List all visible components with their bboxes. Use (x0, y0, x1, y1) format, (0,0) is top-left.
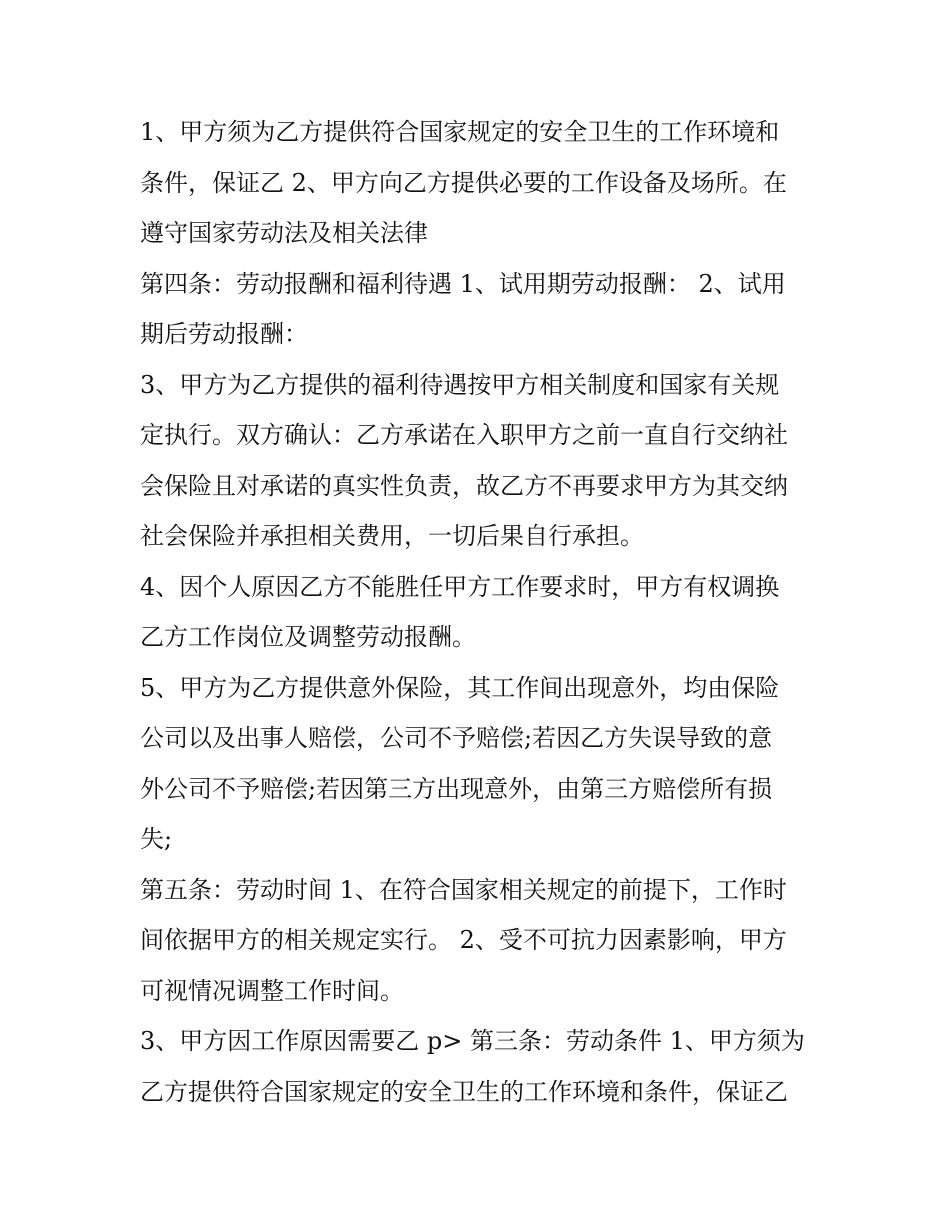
document-body (140, 107, 820, 1117)
paragraph-5: 5、甲方为乙方提供意外保险，其工作间出现意外，均由保险 公司以及出事人赔偿，公司不予赔偿;若因乙方失误导致的意 外公司不予赔偿;若因第三方出现意外，由第三方赔偿所有损 失; (140, 673, 780, 853)
paragraph-6: 第五条：劳动时间 1、在符合国家相关规定的前提下，工作时 间依据甲方的相关规定实行。 2、受不可抗力因素影响，甲方 可视情况调整工作时间。 (140, 875, 787, 1005)
paragraph-1: 1、甲方须为乙方提供符合国家规定的安全卫生的工作环境和 条件，保证乙 2、甲方向乙方提供必要的工作设备及场所。在 遵守国家劳动法及相关法律 (140, 118, 787, 247)
paragraph-2: 第四条：劳动报酬和福利待遇 1、试用期劳动报酬： 2、试用 期后劳动报酬： (140, 269, 786, 348)
paragraph-4: 4、因个人原因乙方不能胜任甲方工作要求时，甲方有权调换 乙方工作岗位及调整劳动报酬。 (140, 572, 780, 651)
paragraph-3: 3、甲方为乙方提供的福利待遇按甲方相关制度和国家有关规 定执行。双方确认：乙方承诺在入职甲方之前一直自行交纳社 会保险且对承诺的真实性负责，故乙方不再要求甲方为其交纳 社会保险并承担相关费用，一切后果自行承担。 (140, 370, 788, 550)
paragraph-7: 3、甲方因工作原因需要乙 p> 第三条：劳动条件 1、甲方须为 乙方提供符合国家规定的安全卫生的工作环境和条件，保证乙 (140, 1027, 805, 1106)
